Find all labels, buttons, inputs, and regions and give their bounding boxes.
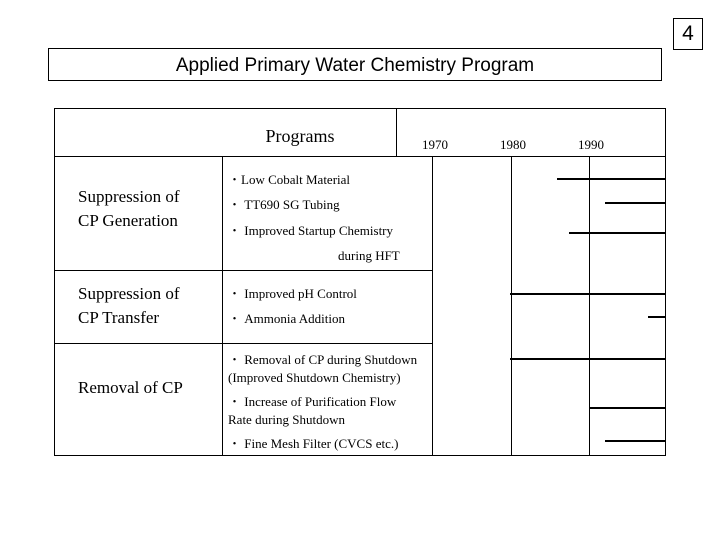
program-item: ・ Improved Startup Chemistry [228, 223, 394, 238]
program-item: ・ Fine Mesh Filter (CVCS etc.) [228, 436, 399, 451]
timeline-bar-ammonia [648, 316, 666, 318]
category-label-line1: Removal of CP [78, 378, 183, 397]
year-1990-label: 1990 [578, 137, 604, 152]
timeline-bar-fine-mesh-filter [605, 440, 666, 442]
category-label-line1: Suppression of [78, 187, 180, 206]
category-label-line2: CP Generation [78, 211, 178, 230]
timeline-1990-line [589, 156, 590, 456]
timeline-bar-low-cobalt [557, 178, 666, 180]
category-cp-transfer [78, 282, 180, 330]
program-item-continued: (Improved Shutdown Chemistry) [228, 370, 401, 385]
timeline-bar-shutdown-removal [510, 358, 666, 360]
program-item-continued: Rate during Shutdown [228, 412, 345, 427]
timeline-bar-tt690 [605, 202, 666, 204]
timeline-bar-startup-chemistry [569, 232, 666, 234]
category-cp-removal [78, 376, 183, 400]
row-divider-1 [54, 270, 432, 271]
year-1970-label: 1970 [422, 137, 448, 152]
timeline-divider [432, 156, 433, 456]
program-item: ・ Improved pH Control [228, 286, 357, 301]
programs-header: Programs [265, 126, 335, 146]
program-item: ・ TT690 SG Tubing [228, 197, 340, 212]
category-cp-generation [78, 185, 180, 233]
page-number: 4 [673, 18, 703, 50]
year-1980-label: 1980 [500, 137, 526, 152]
timeline-bar-ph-control [510, 293, 666, 295]
category-column-divider [222, 156, 223, 456]
header-divider [54, 156, 666, 157]
program-item: ・ Increase of Purification Flow [228, 394, 397, 409]
header-column-divider [396, 108, 397, 156]
timeline-1980-line [511, 156, 512, 456]
row-divider-2 [54, 343, 432, 344]
program-item: ・ Ammonia Addition [228, 311, 346, 326]
program-item-continued: during HFT [338, 248, 400, 263]
page-title: Applied Primary Water Chemistry Program [48, 48, 662, 81]
timeline-bar-purification-flow [589, 407, 666, 409]
category-label-line1: Suppression of [78, 284, 180, 303]
program-item: ・ Removal of CP during Shutdown [228, 352, 418, 367]
category-label-line2: CP Transfer [78, 308, 160, 327]
program-item: ・Low Cobalt Material [228, 172, 351, 187]
